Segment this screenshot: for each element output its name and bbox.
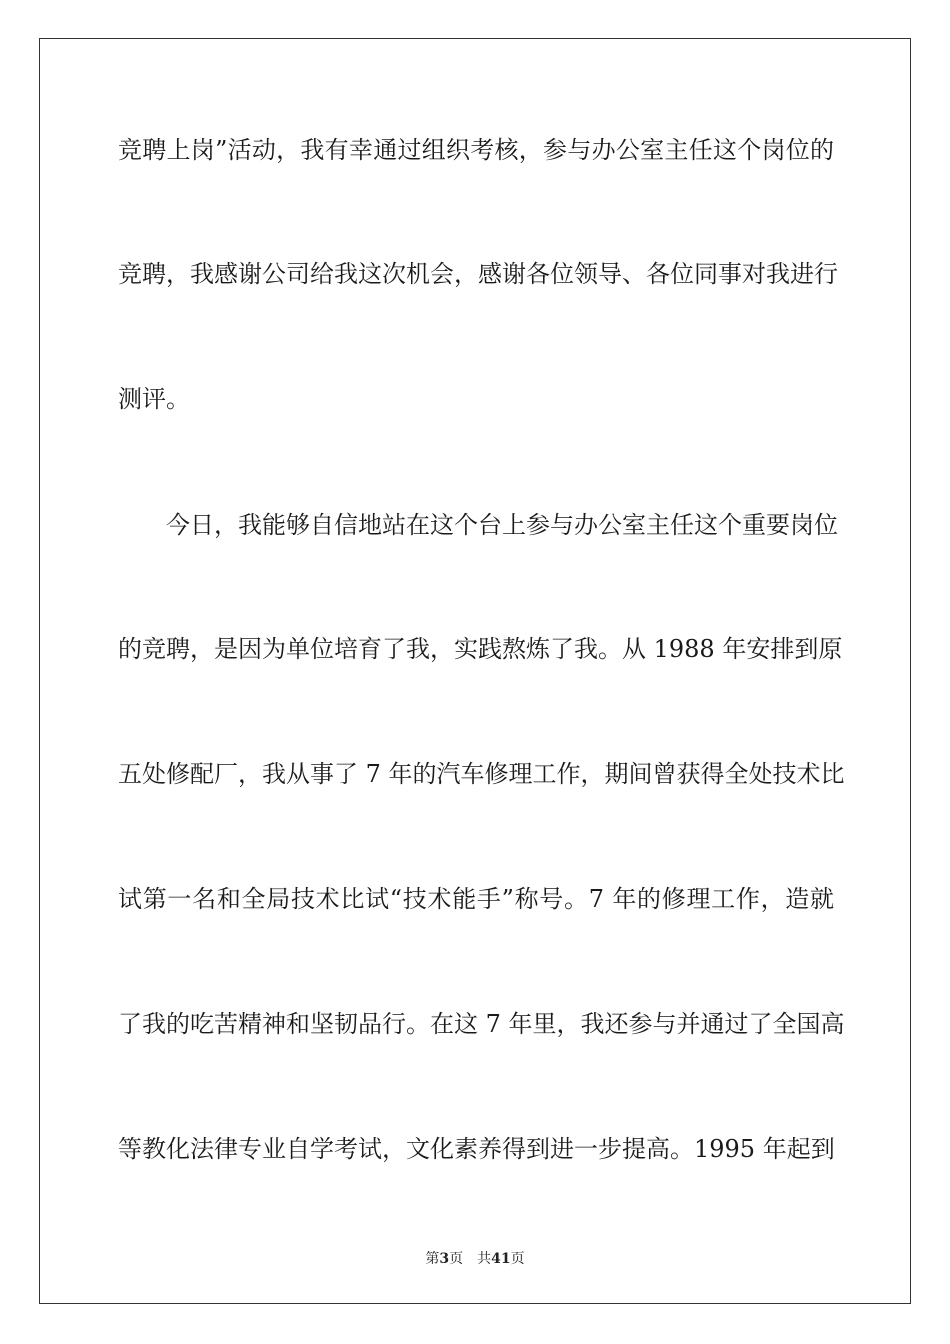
text-line: 竞聘上岗”活动，我有幸通过组织考核，参与办公室主任这个岗位的 xyxy=(118,136,834,164)
total-pages: 41 xyxy=(491,1251,511,1267)
text-line: 的竞聘，是因为单位培育了我，实践熬炼了我。从 1988 年安排到原 xyxy=(118,635,843,663)
text-line: 了我的吃苦精神和坚韧品行。在这 7 年里，我还参与并通过了全国高 xyxy=(118,1010,845,1038)
text-line: 测评。 xyxy=(118,385,190,413)
page-border xyxy=(39,38,911,1304)
page-suffix: 页 xyxy=(449,1251,464,1267)
total-prefix: 共 xyxy=(477,1251,492,1267)
text-line: 等教化法律专业自学考试，文化素养得到进一步提高。1995 年起到 xyxy=(118,1135,835,1163)
page-number: 3 xyxy=(439,1251,450,1267)
page-prefix: 第 xyxy=(425,1251,440,1267)
text-line: 试第一名和全局技术比试“技术能手”称号。7 年的修理工作，造就 xyxy=(118,885,834,913)
text-line: 五处修配厂，我从事了 7 年的汽车修理工作，期间曾获得全处技术比 xyxy=(118,760,845,788)
page-footer xyxy=(0,1248,950,1268)
text-line: 今日，我能够自信地站在这个台上参与办公室主任这个重要岗位 xyxy=(118,511,838,539)
text-line: 竞聘，我感谢公司给我这次机会，感谢各位领导、各位同事对我进行 xyxy=(118,260,838,288)
total-suffix: 页 xyxy=(510,1251,525,1267)
